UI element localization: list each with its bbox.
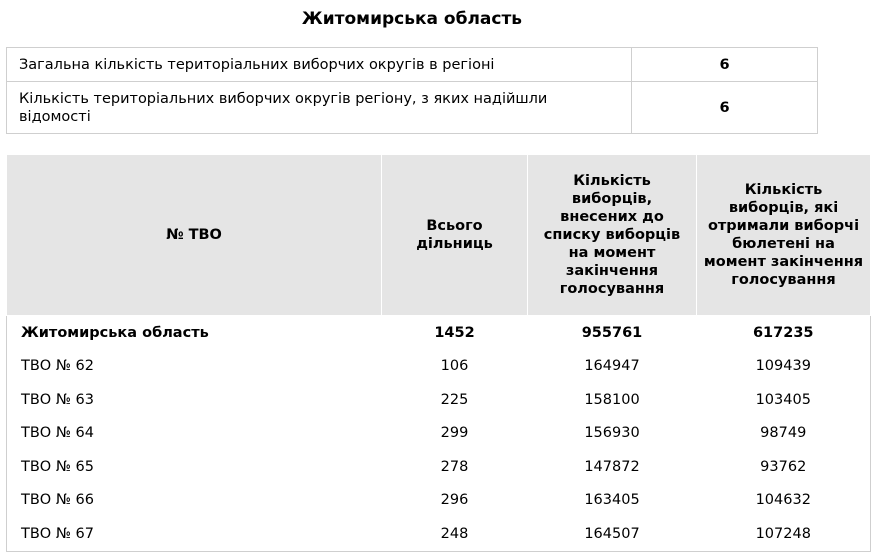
cell-stations: 106 [440,358,469,375]
cell-ballots: 103405 [755,391,811,408]
cell-district: ТВО № 66 [21,492,94,509]
cell-district: Житомирська область [21,324,209,341]
page-title: Житомирська область [301,9,523,29]
results-table [6,154,871,552]
table-header-row [7,155,871,316]
cell-registered: 163405 [584,492,640,509]
cell-stations: 248 [440,525,469,542]
cell-stations: 225 [440,391,469,408]
cell-ballots: 93762 [760,458,807,475]
cell-stations: 278 [440,458,469,475]
table-row [7,484,871,518]
summary-row [7,48,818,82]
summary-label: Загальна кількість територіальних виборчих округів в регіоні [7,48,632,82]
summary-table [6,47,818,134]
column-header-registered: Кількість виборців, внесених до списку виборців на момент закінчення голосування [528,155,697,316]
table-row [7,517,871,551]
cell-ballots: 109439 [755,358,811,375]
summary-value: 6 [632,48,818,82]
cell-ballots: 107248 [755,525,811,542]
summary-value: 6 [632,82,818,134]
table-row-total [7,316,871,350]
table-row [7,450,871,484]
cell-district: ТВО № 62 [21,358,94,375]
cell-registered: 955761 [581,324,643,341]
cell-district: ТВО № 63 [21,391,94,408]
cell-registered: 147872 [584,458,640,475]
cell-district: ТВО № 67 [21,525,94,542]
cell-registered: 164507 [584,525,640,542]
cell-stations: 1452 [434,324,475,341]
cell-registered: 158100 [584,391,640,408]
cell-ballots: 98749 [760,425,807,442]
table-body [7,316,871,552]
cell-registered: 156930 [584,425,640,442]
cell-district: ТВО № 65 [21,458,94,475]
table-row [7,383,871,417]
cell-stations: 296 [440,492,469,509]
cell-ballots: 617235 [752,324,814,341]
column-header-district: № ТВО [7,155,382,316]
cell-registered: 164947 [584,358,640,375]
column-header-ballots: Кількість виборців, які отримали виборчі бюлетені на момент закінчення голосування [697,155,871,316]
column-header-stations: Всього дільниць [382,155,528,316]
summary-row [7,82,818,134]
table-row [7,417,871,451]
cell-district: ТВО № 64 [21,425,94,442]
summary-label: Кількість територіальних виборчих округів регіону, з яких надійшли відомості [7,82,632,134]
cell-ballots: 104632 [755,492,811,509]
table-row [7,350,871,384]
cell-stations: 299 [440,425,469,442]
